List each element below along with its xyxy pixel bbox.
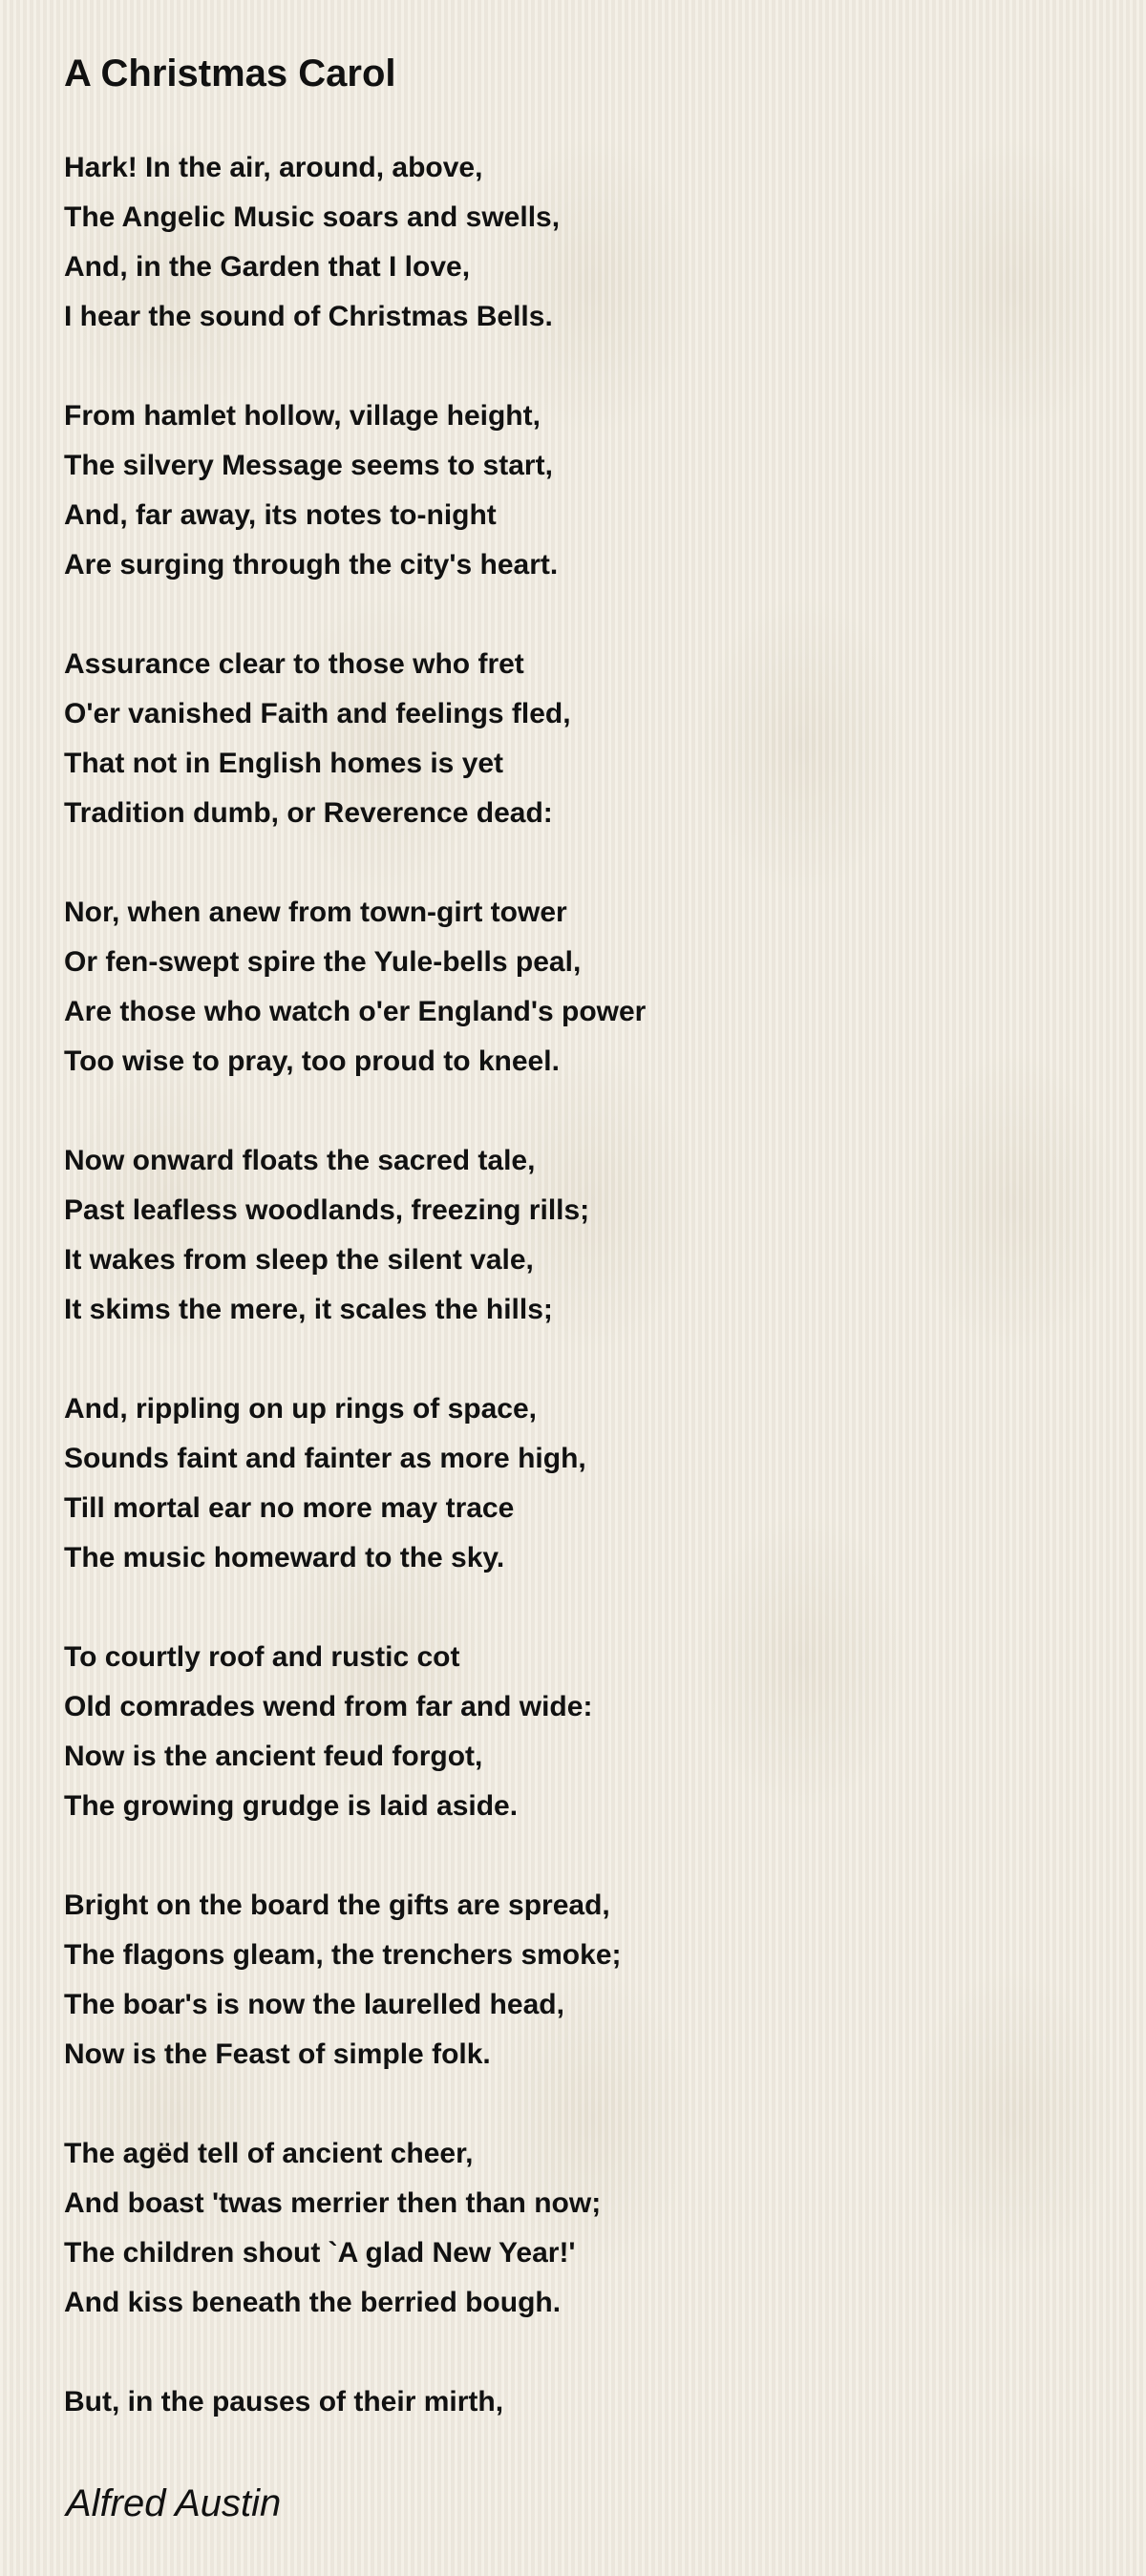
stanza-2 [64,391,1146,590]
poem-line: Past leafless woodlands, freezing rills; [64,1194,590,1226]
stanza-10 [64,2377,1146,2427]
poem-line: Till mortal ear no more may trace [64,1492,515,1524]
stanza-6 [64,1384,1146,1583]
poem-line: It wakes from sleep the silent vale, [64,1244,534,1276]
poem-line: Bright on the board the gifts are spread, [64,1890,610,1921]
stanza-1 [64,143,1146,342]
poem-line: And kiss beneath the berried bough. [64,2287,562,2318]
poem-author: Alfred Austin [66,2482,282,2524]
poem-line: Nor, when anew from town-girt tower [64,897,567,928]
poem-line: The music homeward to the sky. [64,1542,505,1573]
poem-line: From hamlet hollow, village height, [64,400,541,432]
poem-line: The flagons gleam, the trenchers smoke; [64,1939,622,1971]
poem-line: Assurance clear to those who fret [64,648,524,680]
stanza-3 [64,640,1146,838]
poem-line: Too wise to pray, too proud to kneel. [64,1045,560,1077]
poem-line: O'er vanished Faith and feelings fled, [64,698,571,729]
poem-line: And boast 'twas merrier then than now; [64,2187,602,2219]
poem-body [64,143,1146,2427]
poem-line: That not in English homes is yet [64,748,504,779]
stanza-7 [64,1633,1146,1831]
poem-line: To courtly roof and rustic cot [64,1641,460,1673]
poem-line: Sounds faint and fainter as more high, [64,1443,586,1474]
poem-title: A Christmas Carol [64,53,396,95]
poem-line: The agëd tell of ancient cheer, [64,2138,474,2169]
stanza-9 [64,2129,1146,2328]
poem-line: Tradition dumb, or Reverence dead: [64,797,553,829]
stanza-5 [64,1136,1146,1335]
poem-line: It skims the mere, it scales the hills; [64,1294,553,1325]
poem-line: I hear the sound of Christmas Bells. [64,301,553,332]
poem-line: Old comrades wend from far and wide: [64,1691,593,1722]
poem-line: And, rippling on up rings of space, [64,1393,537,1425]
poem-line: Are surging through the city's heart. [64,549,559,581]
poem-line: Hark! In the air, around, above, [64,152,483,183]
poem-line: Now is the ancient feud forgot, [64,1741,483,1772]
poem-line: The boar's is now the laurelled head, [64,1989,564,2020]
poem-line: Now is the Feast of simple folk. [64,2038,491,2070]
stanza-8 [64,1881,1146,2080]
poem-line: Are those who watch o'er England's power [64,996,647,1027]
poem-line: The children shout `A glad New Year!' [64,2237,576,2269]
poem-line: Now onward floats the sacred tale, [64,1145,536,1176]
poem-line: Or fen-swept spire the Yule-bells peal, [64,946,582,978]
stanza-4 [64,888,1146,1087]
poem-line: But, in the pauses of their mirth, [64,2386,504,2418]
poem-line: The Angelic Music soars and swells, [64,201,561,233]
poem-line: The silvery Message seems to start, [64,450,553,481]
poem-line: The growing grudge is laid aside. [64,1790,519,1822]
poem-line: And, far away, its notes to-night [64,499,497,531]
poem-line: And, in the Garden that I love, [64,251,471,283]
